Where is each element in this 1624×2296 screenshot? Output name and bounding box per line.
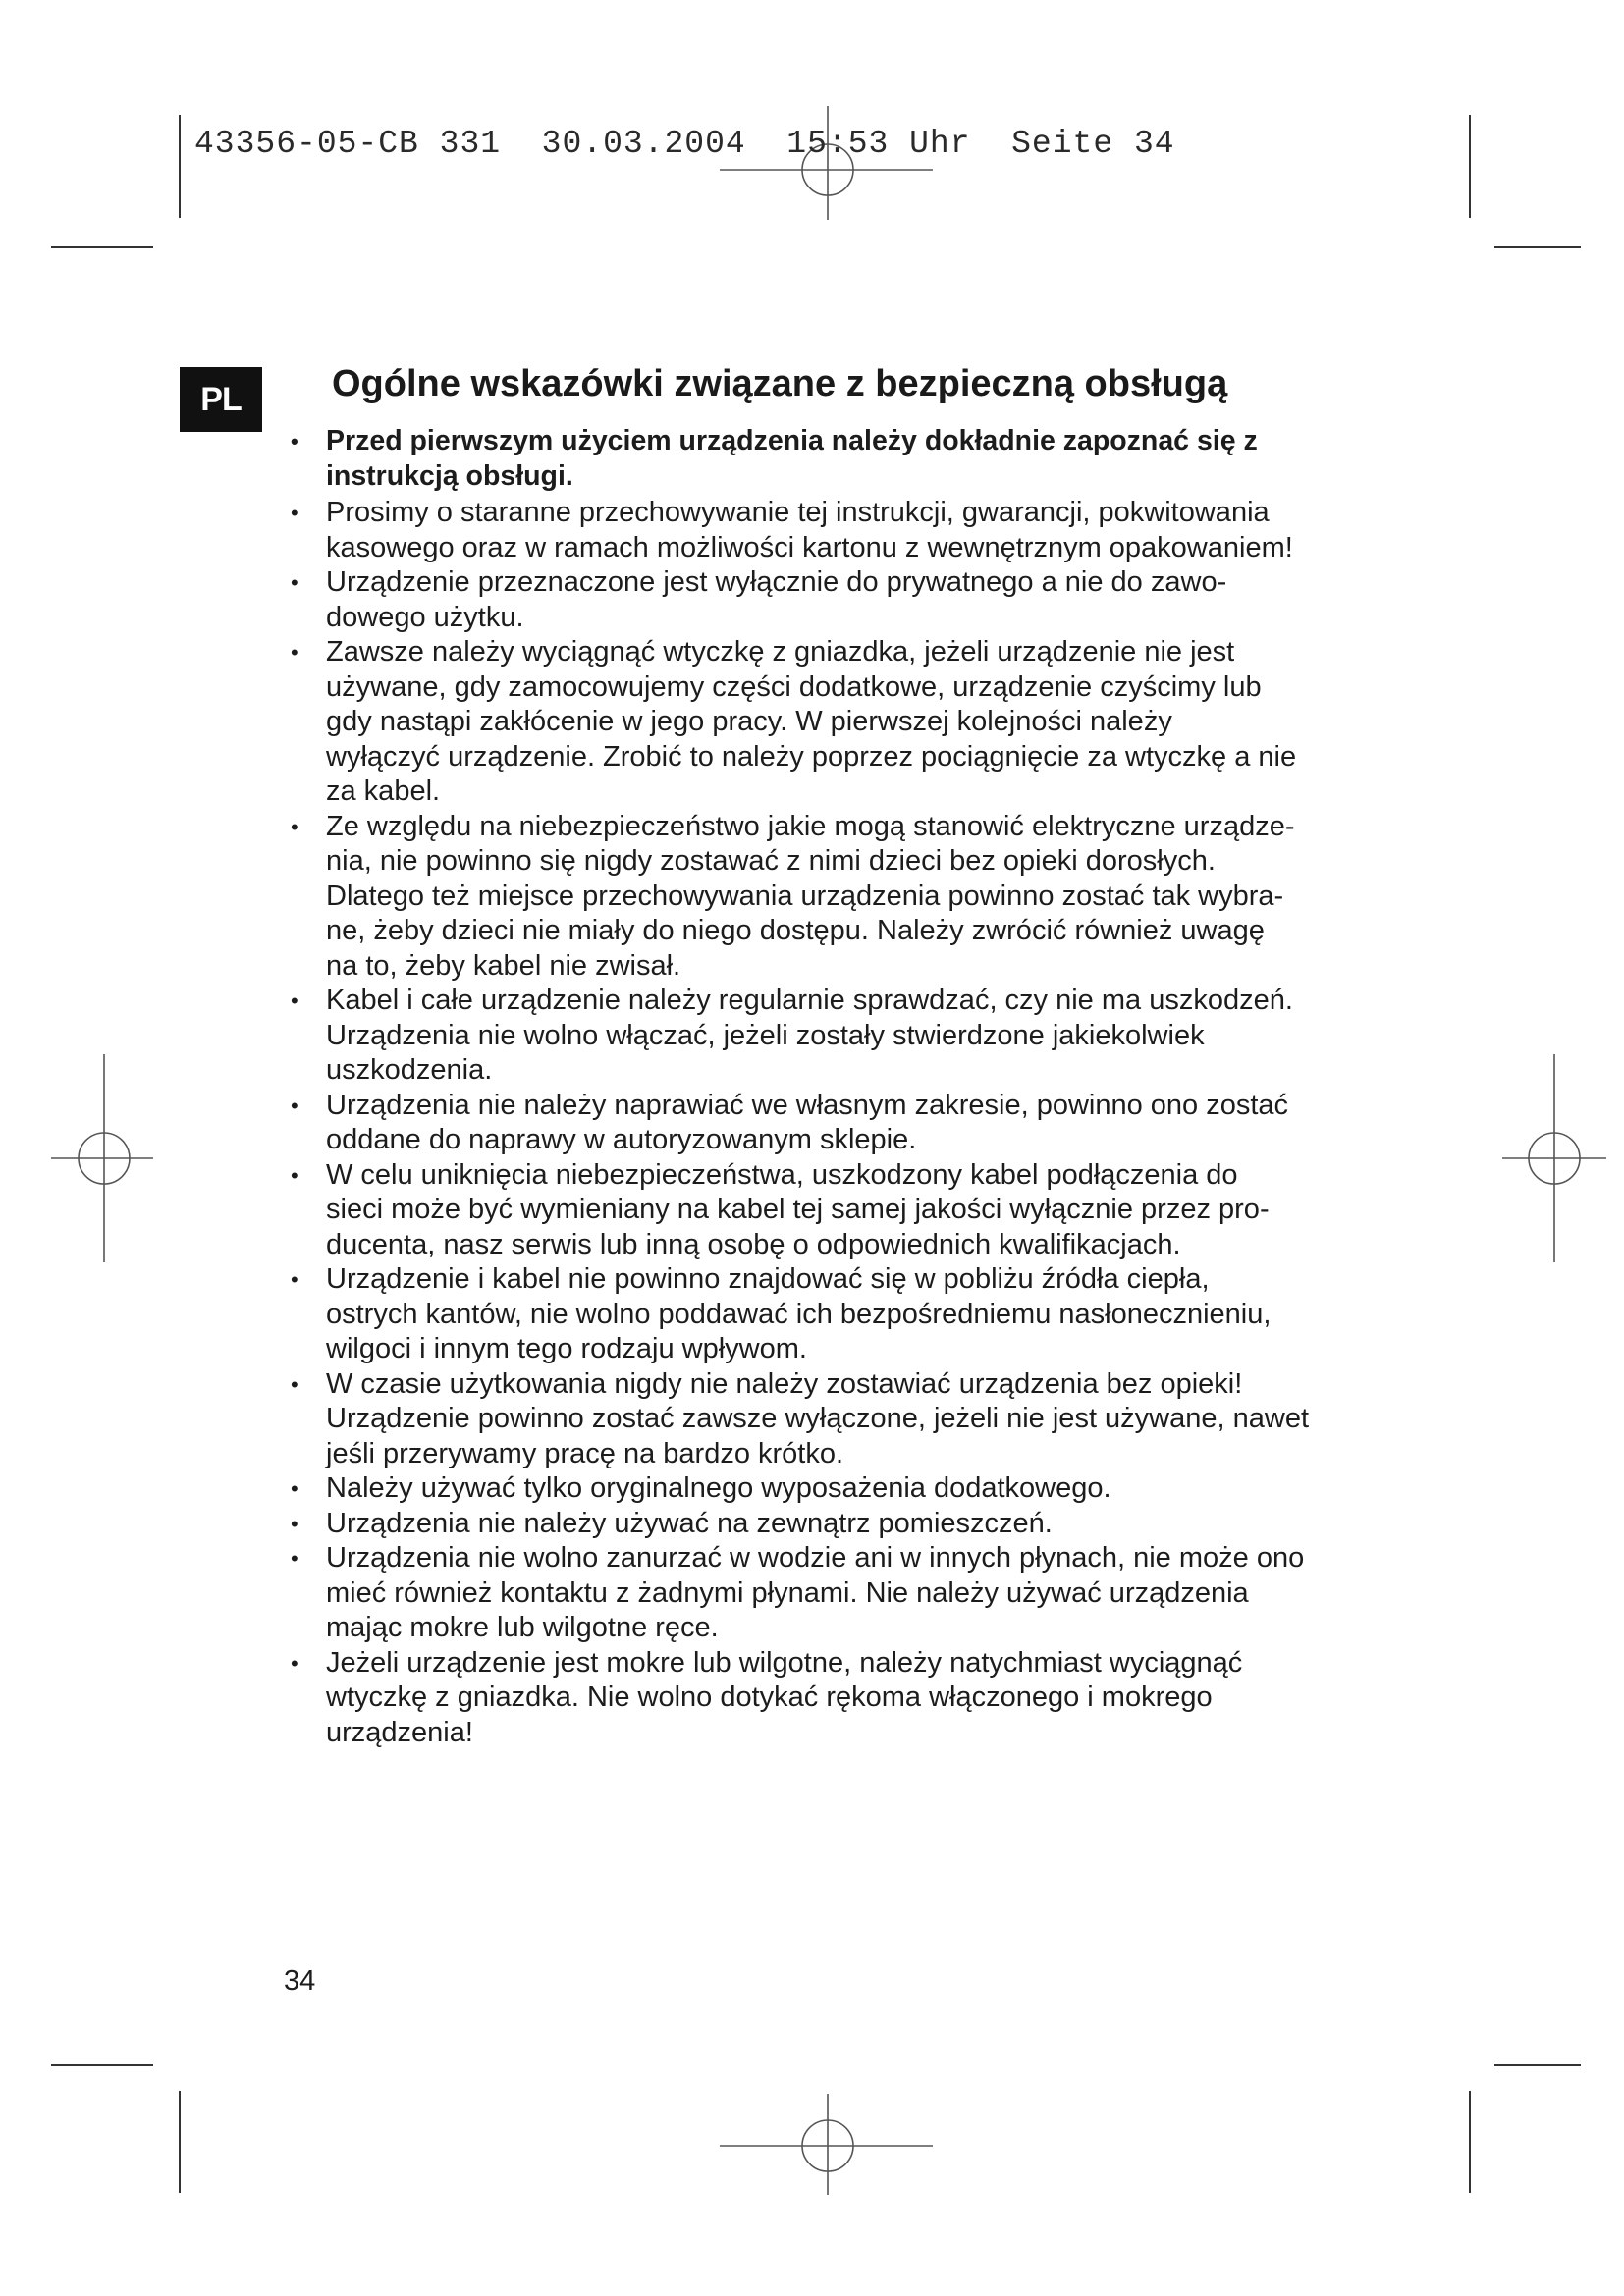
list-item bbox=[287, 496, 1396, 565]
registration-mark-top bbox=[720, 106, 933, 220]
item-line: mając mokre lub wilgotne ręce. bbox=[326, 1612, 719, 1643]
item-line: na to, żeby kabel nie zwisał. bbox=[326, 949, 681, 982]
item-line: instrukcją obsługi. bbox=[326, 459, 573, 492]
page-number: 34 bbox=[284, 1965, 316, 1997]
item-line: dowego użytku. bbox=[326, 601, 524, 633]
item-line: ducenta, nasz serwis lub inną osobę o odpowiednich kwalifikacjach. bbox=[326, 1228, 1181, 1260]
item-line: oddane do naprawy w autoryzowanym sklepie. bbox=[326, 1124, 917, 1155]
item-line: urządzenia! bbox=[326, 1716, 473, 1748]
list-item bbox=[287, 984, 1396, 1089]
list-item bbox=[287, 1158, 1396, 1263]
registration-mark-bottom bbox=[720, 2094, 933, 2195]
item-line: • Urządzenie przeznaczone jest wyłącznie do prywatnego a nie do zawo- bbox=[326, 566, 1227, 598]
item-line: • Urządzenia nie należy używać na zewnątrz pomieszczeń. bbox=[326, 1507, 1053, 1539]
item-line: sieci może być wymieniany na kabel tej samej jakości wyłącznie przez pro- bbox=[326, 1194, 1270, 1225]
item-line: • Urządzenia nie należy naprawiać we własnym zakresie, powinno ono zostać bbox=[326, 1089, 1289, 1121]
list-item bbox=[287, 1471, 1396, 1507]
registration-mark-right bbox=[1502, 1054, 1606, 1262]
registration-mark-left bbox=[51, 1054, 153, 1262]
item-line: jeśli przerywamy pracę na bardzo krótko. bbox=[326, 1437, 844, 1469]
item-line: gdy nastąpi zakłócenie w jego pracy. W pierwszej kolejności należy bbox=[326, 706, 1172, 737]
item-line: • Jeżeli urządzenie jest mokre lub wilgotne, należy natychmiast wyciągnąć bbox=[326, 1646, 1243, 1679]
item-line: • W celu uniknięcia niebezpieczeństwa, uszkodzony kabel podłączenia do bbox=[326, 1158, 1238, 1191]
item-line: • Należy używać tylko oryginalnego wyposażenia dodatkowego. bbox=[326, 1472, 1111, 1504]
page-title: Ogólne wskazówki związane z bezpieczną obsługą bbox=[332, 363, 1228, 404]
item-line: • Kabel i całe urządzenie należy regularnie sprawdzać, czy nie ma uszkodzeń. bbox=[326, 985, 1293, 1016]
item-line: ne, żeby dzieci nie miały do niego dostępu. Należy zwrócić również uwagę bbox=[326, 915, 1265, 946]
item-line: • W czasie użytkowania nigdy nie należy zostawiać urządzenia bez opieki! bbox=[326, 1367, 1243, 1400]
item-line: mieć również kontaktu z żadnymi płynami. Nie należy używać urządzenia bbox=[326, 1576, 1249, 1609]
list-item bbox=[287, 1262, 1396, 1367]
item-line: Dlatego też miejsce przechowywania urządzenia powinno zostać tak wybra- bbox=[326, 880, 1284, 912]
item-line: • Prosimy o staranne przechowywanie tej instrukcji, gwarancji, pokwitowania bbox=[326, 497, 1270, 528]
list-item bbox=[287, 810, 1396, 985]
safety-instructions-list bbox=[287, 424, 1396, 1750]
item-line: • Ze względu na niebezpieczeństwo jakie mogą stanowić elektryczne urządze- bbox=[326, 810, 1295, 842]
list-item bbox=[287, 1646, 1396, 1751]
list-item bbox=[287, 1367, 1396, 1472]
list-item bbox=[287, 1089, 1396, 1158]
item-line: kasowego oraz w ramach możliwości kartonu z wewnętrznym opakowaniem! bbox=[326, 531, 1293, 563]
item-line: uszkodzenia. bbox=[326, 1054, 493, 1086]
item-line: używane, gdy zamocowujemy części dodatkowe, urządzenie czyścimy lub bbox=[326, 670, 1262, 703]
item-line: za kabel. bbox=[326, 775, 441, 807]
print-slug: 43356-05-CB 331 30.03.2004 15:53 Uhr Seite 34 bbox=[194, 126, 1175, 162]
language-tab: PL bbox=[180, 367, 262, 432]
list-item bbox=[287, 565, 1396, 635]
item-line: wtyczkę z gniazdka. Nie wolno dotykać rękoma włączonego i mokrego bbox=[326, 1682, 1213, 1713]
item-line: Urządzenie powinno zostać zawsze wyłączone, jeżeli nie jest używane, nawet bbox=[326, 1403, 1310, 1434]
list-item bbox=[287, 424, 1396, 494]
list-item bbox=[287, 635, 1396, 810]
item-line: • Zawsze należy wyciągnąć wtyczkę z gniazdka, jeżeli urządzenie nie jest bbox=[326, 636, 1235, 667]
item-line: • Przed pierwszym użyciem urządzenia należy dokładnie zapoznać się z bbox=[326, 425, 1258, 456]
item-line: Urządzenia nie wolno włączać, jeżeli zostały stwierdzone jakiekolwiek bbox=[326, 1019, 1205, 1051]
item-line: wyłączyć urządzenie. Zrobić to należy poprzez pociągnięcie za wtyczkę a nie bbox=[326, 740, 1297, 773]
item-line: • Urządzenie i kabel nie powinno znajdować się w pobliżu źródła ciepła, bbox=[326, 1263, 1210, 1295]
item-line: nia, nie powinno się nigdy zostawać z nimi dzieci bez opieki dorosłych. bbox=[326, 845, 1216, 877]
item-line: ostrych kantów, nie wolno poddawać ich bezpośredniemu nasłonecznieniu, bbox=[326, 1298, 1272, 1330]
list-item bbox=[287, 1507, 1396, 1542]
item-line: wilgoci i innym tego rodzaju wpływom. bbox=[326, 1333, 807, 1364]
item-line: • Urządzenia nie wolno zanurzać w wodzie ani w innych płynach, nie może ono bbox=[326, 1542, 1305, 1574]
list-item bbox=[287, 1541, 1396, 1646]
